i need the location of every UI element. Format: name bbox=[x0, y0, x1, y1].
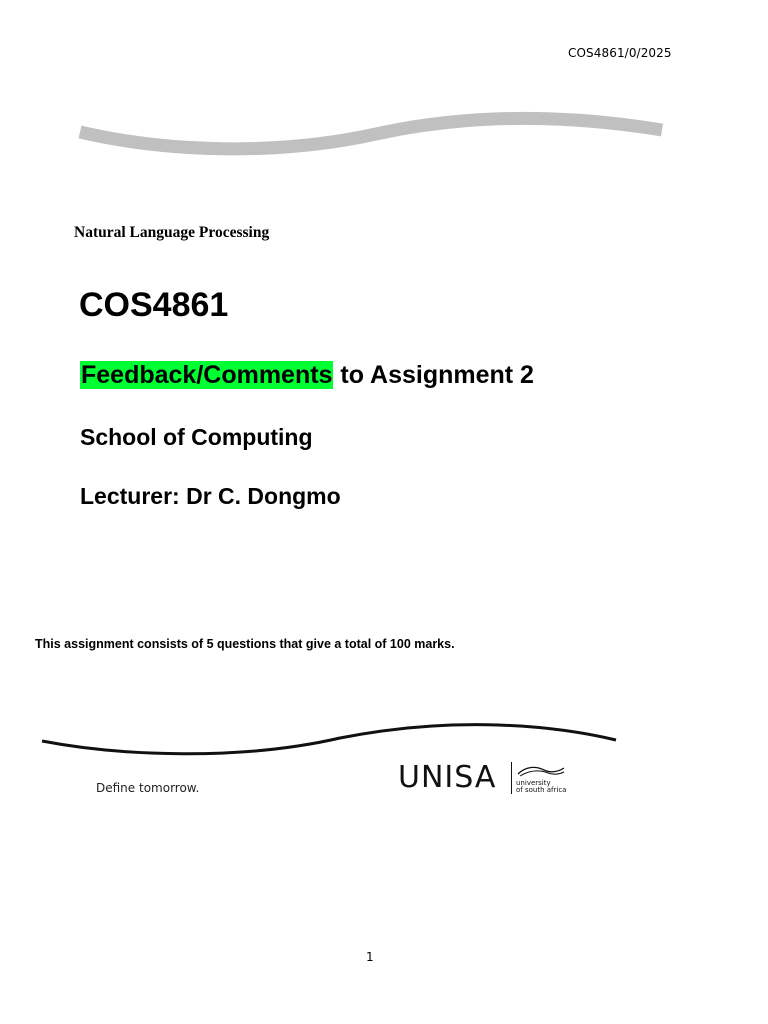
title-rest-text: to Assignment 2 bbox=[333, 361, 534, 389]
unisa-logo bbox=[398, 758, 570, 798]
tagline: Define tomorrow. bbox=[96, 781, 200, 795]
subject-name: Natural Language Processing bbox=[74, 224, 270, 241]
page-number: 1 bbox=[366, 950, 374, 964]
title-highlighted-text: Feedback/Comments bbox=[81, 361, 333, 389]
logo-divider bbox=[511, 762, 512, 794]
document-reference: COS4861/0/2025 bbox=[568, 46, 672, 60]
logo-swoosh-icon bbox=[516, 764, 566, 778]
assignment-note: This assignment consists of 5 questions that give a total of 100 marks. bbox=[35, 637, 455, 651]
document-title bbox=[80, 361, 534, 390]
school-name: School of Computing bbox=[80, 424, 313, 450]
logo-line-1: university bbox=[516, 779, 551, 787]
logo-wordmark: UNISA bbox=[398, 760, 497, 795]
lecturer-name: Lecturer: Dr C. Dongmo bbox=[80, 483, 341, 509]
top-wave-decoration bbox=[76, 104, 668, 166]
bottom-wave-decoration bbox=[40, 716, 620, 764]
course-code: COS4861 bbox=[79, 286, 229, 324]
logo-line-2: of south africa bbox=[516, 786, 567, 794]
